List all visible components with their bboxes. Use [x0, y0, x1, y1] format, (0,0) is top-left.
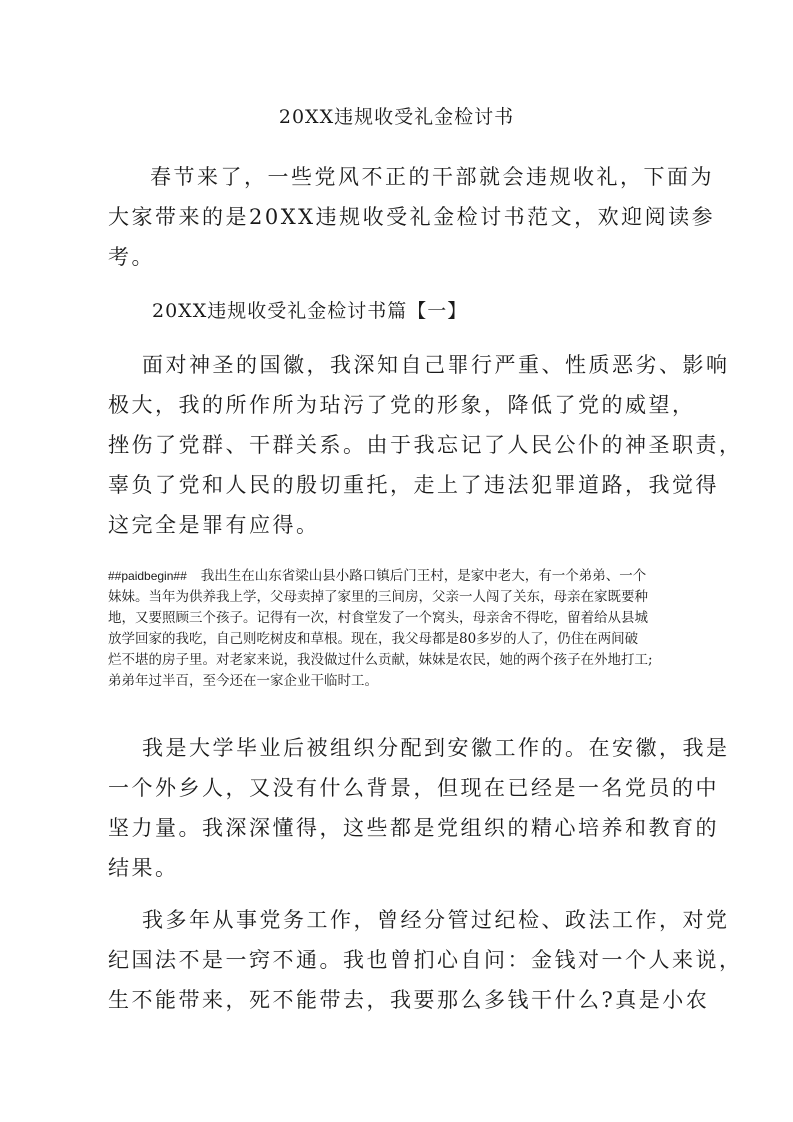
- paragraph-line: 坚力量。我深深懂得，这些都是党组织的精心培养和教育的: [108, 816, 719, 840]
- section-heading: 20XX违规收受礼金检讨书篇【一】: [152, 300, 468, 322]
- intro-line: 春节来了，一些党风不正的干部就会违规收礼，下面为: [150, 165, 714, 189]
- small-print-paragraph: [108, 566, 688, 692]
- paragraph-line: 这完全是罪有应得。: [108, 513, 320, 537]
- small-print-line: 弟弟年过半百，至今还在一家企业干临时工。: [108, 673, 378, 689]
- paragraph-line: 结果。: [108, 856, 179, 880]
- paragraph-line: 纪国法不是一窍不通。我也曾扪心自问：金钱对一个人来说，: [108, 948, 743, 972]
- paragraph-line: 我是大学毕业后被组织分配到安徽工作的。在安徽，我是: [142, 736, 730, 760]
- paragraph-line: 一个外乡人，又没有什么背景，但现在已经是一名党员的中: [108, 776, 719, 800]
- paragraph-3: [108, 900, 743, 1020]
- paragraph-line: 我多年从事党务工作，曾经分管过纪检、政法工作，对党: [142, 908, 730, 932]
- paid-marker: ##paidbegin##: [108, 569, 187, 583]
- intro-paragraph: [108, 157, 716, 277]
- intro-line: 大家带来的是20XX违规收受礼金检讨书范文，欢迎阅读参: [108, 205, 716, 229]
- small-print-line: 地，又要照顾三个孩子。记得有一次，村食堂发了一个窝头，母亲舍不得吃，留着给从县城: [108, 610, 648, 626]
- paragraph-line: 极大，我的所作所为玷污了党的形象，降低了党的威望，: [108, 393, 696, 417]
- paragraph-line: 挫伤了党群、干群关系。由于我忘记了人民公仆的神圣职责，: [108, 433, 743, 457]
- small-print-line: 放学回家的我吃，自己则吃树皮和草根。现在，我父母都是80多岁的人了，仍住在两间破: [108, 631, 639, 647]
- small-print-line: 妹妹。当年为供养我上学，父母卖掉了家里的三间房，父亲一人闯了关东，母亲在家既要种: [108, 589, 648, 605]
- small-print-line: [108, 566, 688, 587]
- paragraph-line: 生不能带来，死不能带去，我要那么多钱干什么?真是小农: [108, 988, 710, 1012]
- small-print-line: 烂不堪的房子里。对老家来说，我没做过什么贡献，妹妹是农民，她的两个孩子在外地打工;: [108, 652, 653, 668]
- small-print-text: 我出生在山东省梁山县小路口镇后门王村，是家中老大，有一个弟弟、一个: [200, 568, 647, 584]
- paragraph-1: [108, 345, 743, 545]
- intro-line: 考。: [108, 245, 155, 269]
- paragraph-line: 面对神圣的国徽，我深知自己罪行严重、性质恶劣、影响: [142, 353, 730, 377]
- paragraph-line: 辜负了党和人民的殷切重托，走上了违法犯罪道路，我觉得: [108, 473, 719, 497]
- paragraph-2: [108, 728, 730, 888]
- document-title: 20XX违规收受礼金检讨书: [278, 106, 515, 128]
